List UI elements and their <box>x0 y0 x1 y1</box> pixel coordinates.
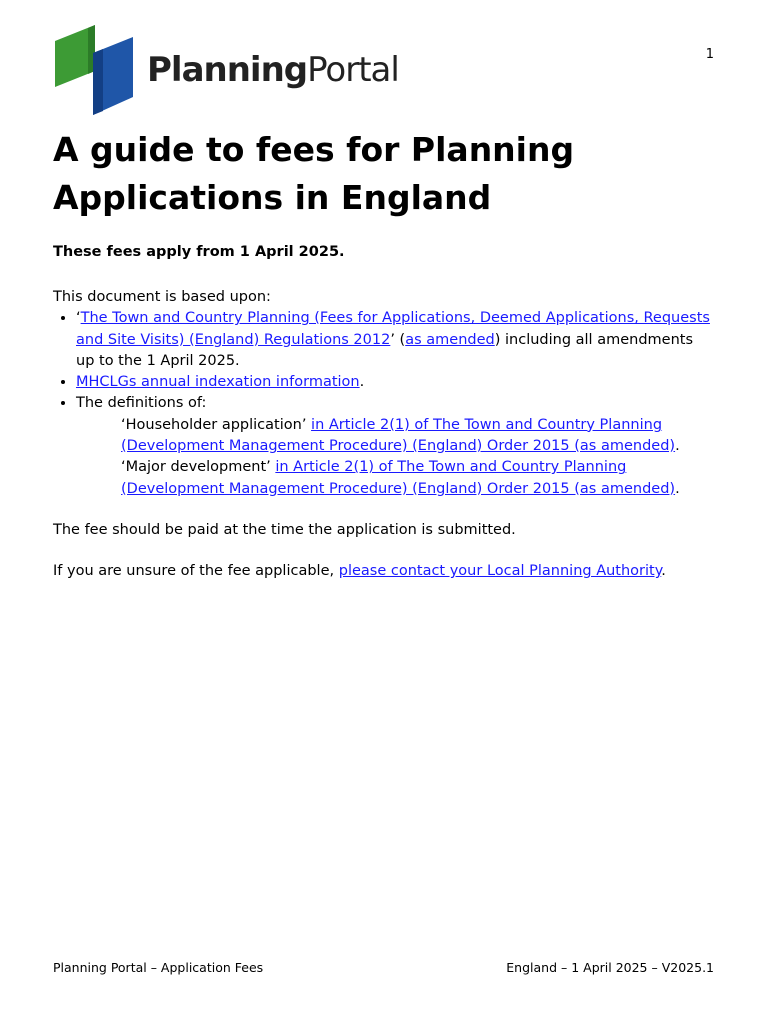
major-development-definition <box>76 457 715 500</box>
list-item <box>76 372 715 393</box>
list-item <box>76 308 715 372</box>
bullet1-tail: ) including all amendments up to the 1 April 2025. <box>76 331 693 369</box>
indexation-info-link[interactable]: MHCLGs annual indexation information <box>76 374 360 391</box>
definitions-intro: The definitions of: <box>76 395 207 412</box>
footer-left: Planning Portal – Application Fees <box>53 960 264 975</box>
unsure-tail: . <box>661 563 666 580</box>
effective-date-notice: These fees apply from 1 April 2025. <box>53 244 345 260</box>
contact-paragraph <box>53 561 715 582</box>
def1-tail: . <box>675 438 680 455</box>
planning-portal-logo[interactable] <box>55 25 399 115</box>
householder-definition <box>76 415 715 458</box>
logo-text-light: Portal <box>307 50 399 90</box>
bullet1-mid: ’ ( <box>390 331 406 348</box>
footer-right: England – 1 April 2025 – V2025.1 <box>506 960 714 975</box>
sources-list <box>53 308 715 500</box>
householder-label: ‘Householder application’ <box>121 416 312 433</box>
bullet2-tail: . <box>359 374 365 391</box>
page-title: A guide to fees for Planning Applications in England <box>53 130 575 217</box>
logo-wordmark <box>147 50 399 90</box>
major-development-label: ‘Major development’ <box>121 459 276 476</box>
planning-portal-logo-icon <box>55 25 133 115</box>
based-upon-intro: This document is based upon: <box>53 289 271 305</box>
document-body <box>53 287 715 583</box>
logo-text-bold: Planning <box>147 50 308 90</box>
def2-tail: . <box>675 480 680 497</box>
householder-article-link[interactable]: in Article 2(1) of The Town and Country Planning (Development Management Procedure) (England) Order 2015 (as amended) <box>121 416 676 455</box>
major-development-article-link[interactable]: in Article 2(1) of The Town and Country Planning (Development Management Procedure) (England) Order 2015 (as amended) <box>121 459 676 497</box>
as-amended-link[interactable]: as amended <box>405 331 495 348</box>
contact-lpa-link[interactable]: please contact your Local Planning Authority <box>338 563 662 580</box>
fee-payment-note: The fee should be paid at the time the application is submitted. <box>53 521 516 538</box>
fees-regulations-link[interactable]: The Town and Country Planning (Fees for Applications, Deemed Applications, Requests and Site Visits) (England) Regulations 2012 <box>76 310 710 348</box>
list-item <box>76 393 715 499</box>
page-number: 1 <box>705 47 714 62</box>
quote-open: ‘ <box>76 310 81 327</box>
unsure-text: If you are unsure of the fee applicable, <box>53 563 339 580</box>
